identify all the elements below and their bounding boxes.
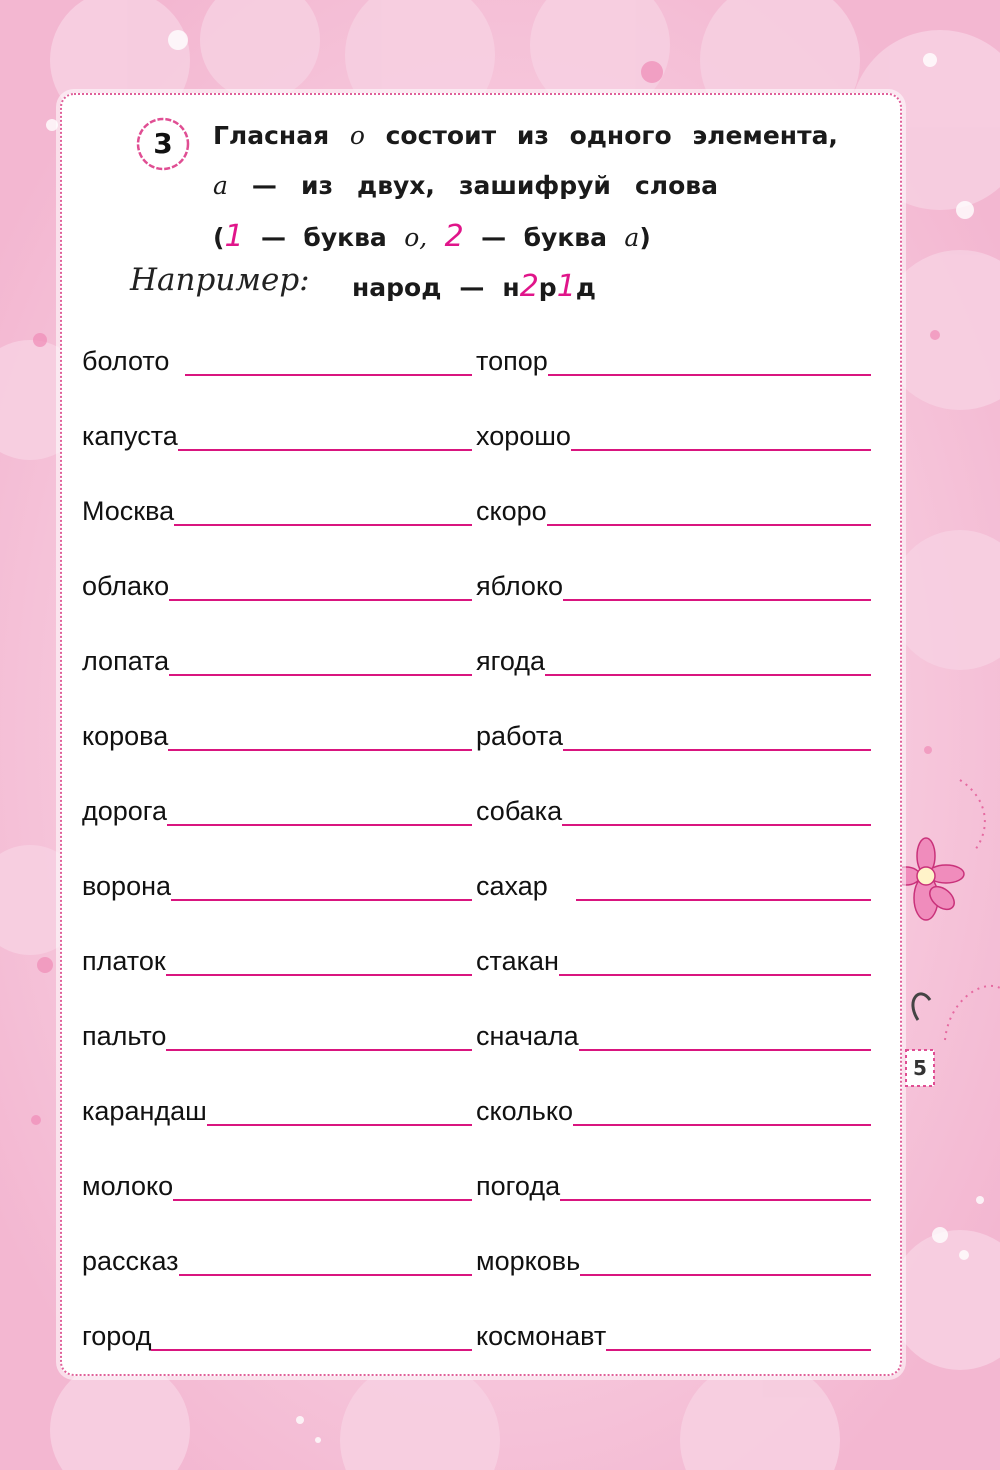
answer-line[interactable] bbox=[571, 449, 871, 451]
word-label: облако bbox=[82, 571, 170, 601]
answer-line[interactable] bbox=[563, 749, 871, 751]
word-label: сначала bbox=[476, 1021, 579, 1051]
word-label: Москва bbox=[82, 496, 175, 526]
example-code-digit: 2 bbox=[519, 269, 539, 304]
word-label: молоко bbox=[82, 1171, 174, 1201]
word-label: платок bbox=[82, 946, 166, 976]
answer-line[interactable] bbox=[573, 1124, 871, 1126]
answer-row-right bbox=[476, 1240, 871, 1276]
answer-line[interactable] bbox=[580, 1274, 871, 1276]
answer-line[interactable] bbox=[576, 899, 871, 901]
word-label: космонавт bbox=[476, 1321, 607, 1351]
answer-line[interactable] bbox=[207, 1124, 472, 1126]
answer-line[interactable] bbox=[185, 374, 472, 376]
instruction-word: одного bbox=[569, 121, 672, 150]
answer-line[interactable] bbox=[547, 524, 871, 526]
task-number-badge bbox=[135, 116, 191, 172]
digit-one: 1 bbox=[224, 219, 244, 254]
answer-line[interactable] bbox=[563, 599, 871, 601]
page-number-badge bbox=[902, 1048, 938, 1088]
dash: — bbox=[260, 223, 286, 252]
page-number: 5 bbox=[913, 1056, 927, 1080]
word-label: карандаш bbox=[82, 1096, 207, 1126]
answer-row-right bbox=[476, 940, 871, 976]
word-label: пальто bbox=[82, 1021, 167, 1051]
answer-row-right bbox=[476, 490, 871, 526]
answer-row-right bbox=[476, 1165, 871, 1201]
word-label: сахар bbox=[476, 871, 548, 901]
answer-row-right bbox=[476, 340, 871, 376]
word-label: хорошо bbox=[476, 421, 571, 451]
answer-row-right bbox=[476, 865, 871, 901]
example-label: Например: bbox=[130, 262, 310, 298]
answer-line[interactable] bbox=[606, 1349, 871, 1351]
instruction-word: буква bbox=[303, 223, 387, 252]
instruction-word: зашифруй bbox=[458, 171, 611, 200]
word-label: капуста bbox=[82, 421, 178, 451]
word-label: скоро bbox=[476, 496, 547, 526]
answer-line[interactable] bbox=[169, 599, 472, 601]
answer-row-left bbox=[82, 790, 472, 826]
paren-close: ) bbox=[639, 223, 651, 252]
word-label: корова bbox=[82, 721, 169, 751]
example-code-letter: н bbox=[502, 273, 520, 302]
instruction-letter: о, bbox=[404, 223, 428, 252]
example-word: народ bbox=[352, 273, 442, 302]
answer-line[interactable] bbox=[560, 1199, 871, 1201]
dash: — bbox=[459, 273, 485, 302]
word-label: рассказ bbox=[82, 1246, 179, 1276]
word-label: топор bbox=[476, 346, 548, 376]
answer-row-right bbox=[476, 715, 871, 751]
word-label: лопата bbox=[82, 646, 170, 676]
answer-row-left bbox=[82, 940, 472, 976]
answer-line[interactable] bbox=[168, 749, 472, 751]
answer-line[interactable] bbox=[548, 374, 871, 376]
answer-row-left bbox=[82, 640, 472, 676]
example-code-letter: д bbox=[575, 273, 596, 302]
word-label: стакан bbox=[476, 946, 559, 976]
instruction-word: двух, bbox=[357, 171, 435, 200]
answer-row-right bbox=[476, 1015, 871, 1051]
instruction-line-3 bbox=[213, 219, 651, 254]
instruction-word: слова bbox=[634, 171, 718, 200]
instruction-word: элемента, bbox=[692, 121, 838, 150]
word-label: ворона bbox=[82, 871, 172, 901]
answer-row-right bbox=[476, 565, 871, 601]
answer-line[interactable] bbox=[167, 824, 472, 826]
answer-row-left bbox=[82, 415, 472, 451]
instruction-word: состоит bbox=[385, 121, 497, 150]
word-label: сколько bbox=[476, 1096, 573, 1126]
answer-row-left bbox=[82, 1015, 472, 1051]
answer-line[interactable] bbox=[559, 974, 871, 976]
answer-line[interactable] bbox=[545, 674, 871, 676]
instruction-word: из bbox=[300, 171, 333, 200]
instruction-letter: о bbox=[349, 121, 365, 150]
answer-row-left bbox=[82, 490, 472, 526]
answer-line[interactable] bbox=[179, 1274, 472, 1276]
answer-line[interactable] bbox=[174, 524, 472, 526]
instruction-letter: а bbox=[624, 223, 640, 252]
answer-line[interactable] bbox=[169, 674, 472, 676]
instruction-line-2 bbox=[213, 171, 718, 200]
dash: — bbox=[481, 223, 507, 252]
answer-row-left bbox=[82, 565, 472, 601]
word-label: болото bbox=[82, 346, 170, 376]
word-label: морковь bbox=[476, 1246, 581, 1276]
answer-line[interactable] bbox=[579, 1049, 871, 1051]
example bbox=[352, 269, 596, 304]
word-label: дорога bbox=[82, 796, 168, 826]
word-label: ягода bbox=[476, 646, 546, 676]
instruction-word: буква bbox=[523, 223, 607, 252]
word-label: собака bbox=[476, 796, 563, 826]
paren-open: ( bbox=[213, 223, 225, 252]
word-label: яблоко bbox=[476, 571, 564, 601]
word-label: город bbox=[82, 1321, 152, 1351]
answer-row-right bbox=[476, 790, 871, 826]
answer-line[interactable] bbox=[166, 974, 472, 976]
digit-two: 2 bbox=[444, 219, 464, 254]
answer-row-left bbox=[82, 715, 472, 751]
answer-row-right bbox=[476, 640, 871, 676]
instruction-word: Гласная bbox=[213, 121, 330, 150]
answer-line[interactable] bbox=[171, 899, 472, 901]
word-label: погода bbox=[476, 1171, 561, 1201]
instruction-word: — bbox=[251, 171, 277, 200]
example-code-letter: р bbox=[538, 273, 557, 302]
instruction-line-1 bbox=[213, 121, 838, 150]
answer-line[interactable] bbox=[151, 1349, 472, 1351]
word-label: работа bbox=[476, 721, 563, 751]
task-number: 3 bbox=[153, 127, 173, 160]
instruction-letter: а bbox=[213, 171, 228, 200]
answer-row-right bbox=[476, 1315, 871, 1351]
answer-row-left bbox=[82, 340, 472, 376]
answer-row-left bbox=[82, 1165, 472, 1201]
answer-line[interactable] bbox=[166, 1049, 472, 1051]
answer-row-left bbox=[82, 865, 472, 901]
answer-row-right bbox=[476, 415, 871, 451]
answer-row-left bbox=[82, 1315, 472, 1351]
answer-line[interactable] bbox=[173, 1199, 472, 1201]
flower-icon bbox=[896, 836, 966, 936]
answer-row-right bbox=[476, 1090, 871, 1126]
instruction-word: из bbox=[516, 121, 549, 150]
answer-line[interactable] bbox=[178, 449, 472, 451]
example-code-digit: 1 bbox=[556, 269, 576, 304]
answer-line[interactable] bbox=[562, 824, 871, 826]
answer-row-left bbox=[82, 1090, 472, 1126]
answer-row-left bbox=[82, 1240, 472, 1276]
